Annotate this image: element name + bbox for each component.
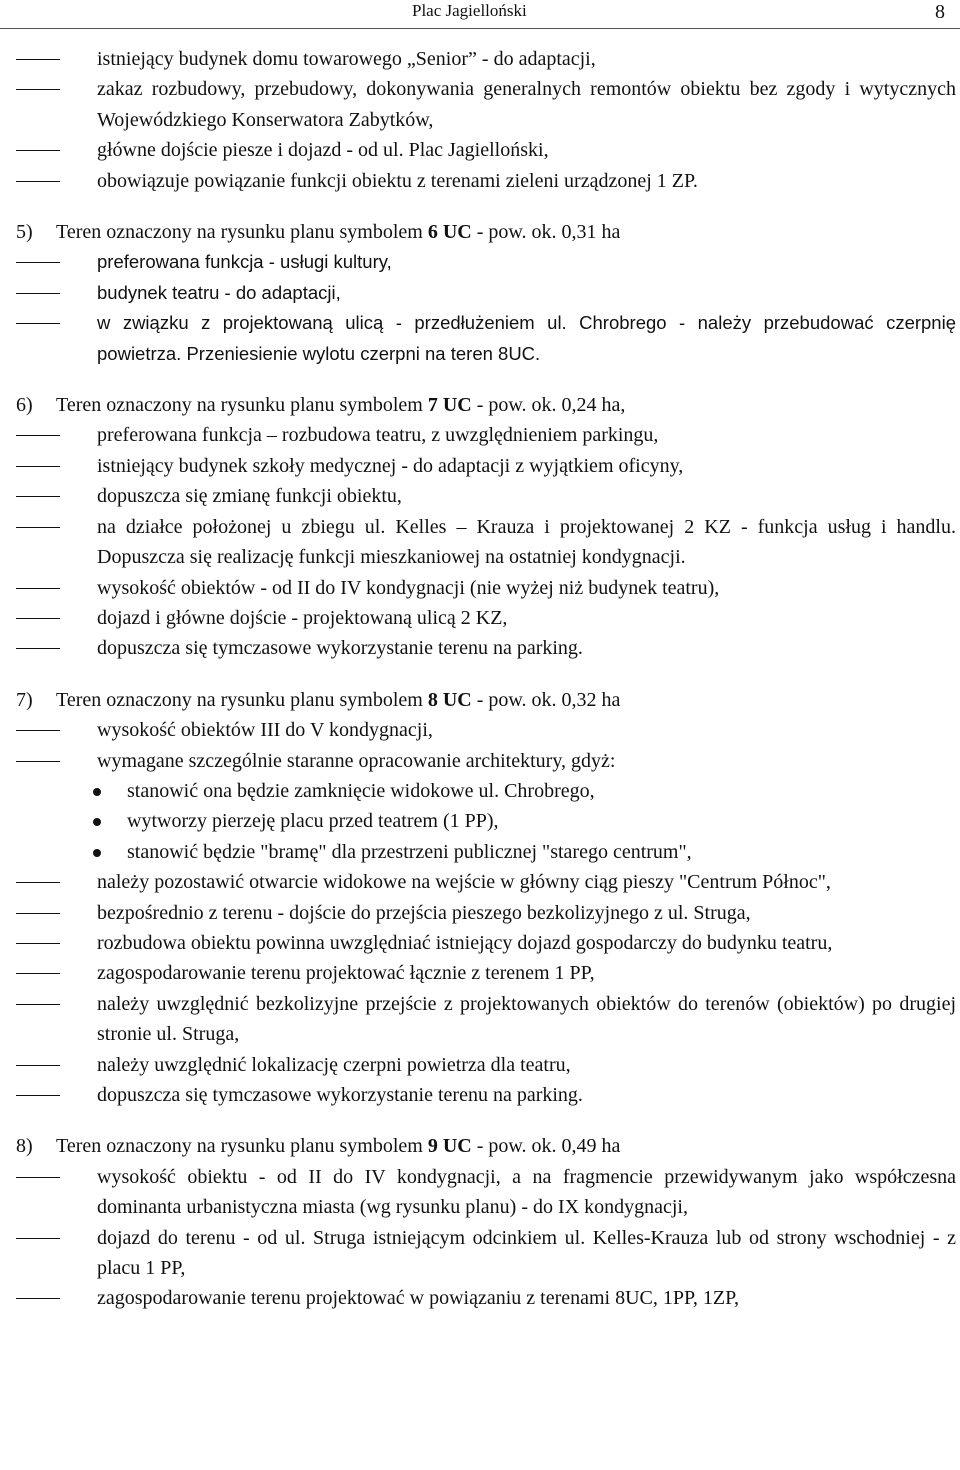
section-prefix: Teren oznaczony na rysunku planu symbolem bbox=[56, 1135, 423, 1158]
bullet-item: stanowić ona będzie zamknięcie widokowe ul. Chrobrego, bbox=[16, 776, 956, 806]
section-area: - pow. ok. 0,31 ha bbox=[476, 221, 621, 244]
list-item: dopuszcza się tymczasowe wykorzystanie terenu na parking. bbox=[16, 633, 956, 663]
list-item: preferowana funkcja - usługi kultury, bbox=[16, 247, 956, 277]
header-rule bbox=[0, 28, 960, 29]
list-item: główne dojście piesze i dojazd - od ul. Plac Jagielloński, bbox=[16, 135, 956, 165]
section-symbol: 9 UC bbox=[427, 1135, 472, 1158]
section-8 bbox=[16, 1131, 956, 1313]
list-item: obowiązuje powiązanie funkcji obiektu z terenami zieleni urządzonej 1 ZP. bbox=[16, 166, 956, 196]
list-item: dopuszcza się tymczasowe wykorzystanie terenu na parking. bbox=[16, 1080, 956, 1110]
section-number: 5) bbox=[16, 221, 33, 244]
section-prefix: Teren oznaczony na rysunku planu symbolem bbox=[56, 394, 423, 417]
list-item: dojazd i główne dojście - projektowaną ulicą 2 KZ, bbox=[16, 603, 956, 633]
list-item: preferowana funkcja – rozbudowa teatru, z uwzględnieniem parkingu, bbox=[16, 420, 956, 450]
list-item: na działce położonej u zbiegu ul. Kelles – Krauza i projektowanej 2 KZ - funkcja usług i handlu. Dopuszcza się realizację funkcji mieszkaniowej na ostatniej kondygnacji. bbox=[16, 512, 956, 573]
list-item: dojazd do terenu - od ul. Struga istniejącym odcinkiem ul. Kelles-Krauza lub od strony wschodniej - z placu 1 PP, bbox=[16, 1223, 956, 1284]
list-item: zagospodarowanie terenu projektować w powiązaniu z terenami 8UC, 1PP, 1ZP, bbox=[16, 1283, 956, 1313]
section-6 bbox=[16, 390, 956, 664]
document-body bbox=[16, 44, 956, 1314]
section-heading bbox=[16, 1131, 956, 1161]
section-area: - pow. ok. 0,24 ha, bbox=[476, 394, 626, 417]
list-item: budynek teatru - do adaptacji, bbox=[16, 278, 956, 308]
section-symbol: 7 UC bbox=[427, 394, 472, 417]
section-number: 6) bbox=[16, 394, 33, 417]
section-7 bbox=[16, 685, 956, 1111]
section-heading bbox=[16, 390, 956, 420]
section-area: - pow. ok. 0,32 ha bbox=[476, 688, 621, 711]
list-item: należy uwzględnić lokalizację czerpni powietrza dla teatru, bbox=[16, 1050, 956, 1080]
section-heading bbox=[16, 217, 956, 247]
section-number: 8) bbox=[16, 1135, 33, 1158]
section-number: 7) bbox=[16, 688, 33, 711]
list-item: należy uwzględnić bezkolizyjne przejście z projektowanych obiektów do terenów (obiektów) po drugiej stronie ul. Struga, bbox=[16, 989, 956, 1050]
page-number: 8 bbox=[935, 1, 945, 23]
section-symbol: 8 UC bbox=[427, 688, 472, 711]
bullet-item: stanowić będzie "bramę" dla przestrzeni publicznej "starego centrum", bbox=[16, 837, 956, 867]
page-header bbox=[0, 0, 960, 30]
list-item: wymagane szczególnie staranne opracowanie architektury, gdyż: bbox=[16, 746, 956, 776]
section-symbol: 6 UC bbox=[427, 221, 472, 244]
header-title: Plac Jagielloński bbox=[412, 1, 527, 20]
section-prefix: Teren oznaczony na rysunku planu symbolem bbox=[56, 688, 423, 711]
list-item: zakaz rozbudowy, przebudowy, dokonywania generalnych remontów obiektu bez zgody i wytycznych Wojewódzkiego Konserwatora Zabytków, bbox=[16, 74, 956, 135]
section-area: - pow. ok. 0,49 ha bbox=[476, 1135, 621, 1158]
bullet-item: wytworzy pierzeję placu przed teatrem (1 PP), bbox=[16, 806, 956, 836]
list-item: należy pozostawić otwarcie widokowe na wejście w główny ciąg pieszy "Centrum Północ", bbox=[16, 867, 956, 897]
section-prefix: Teren oznaczony na rysunku planu symbolem bbox=[56, 221, 423, 244]
list-item: dopuszcza się zmianę funkcji obiektu, bbox=[16, 481, 956, 511]
list-item: wysokość obiektów III do V kondygnacji, bbox=[16, 715, 956, 745]
section-heading bbox=[16, 685, 956, 715]
list-item: istniejący budynek domu towarowego „Senior” - do adaptacji, bbox=[16, 44, 956, 74]
list-item: wysokość obiektu - od II do IV kondygnacji, a na fragmencie przewidywanym jako współczesna dominanta urbanistyczna miasta (wg rysunku planu) - do IX kondygnacji, bbox=[16, 1162, 956, 1223]
list-item: rozbudowa obiektu powinna uwzględniać istniejący dojazd gospodarczy do budynku teatru, bbox=[16, 928, 956, 958]
intro-list bbox=[16, 44, 956, 196]
list-item: wysokość obiektów - od II do IV kondygnacji (nie wyżej niż budynek teatru), bbox=[16, 573, 956, 603]
list-item: istniejący budynek szkoły medycznej - do adaptacji z wyjątkiem oficyny, bbox=[16, 451, 956, 481]
list-item: w związku z projektowaną ulicą - przedłużeniem ul. Chrobrego - należy przebudować czerpnię powietrza. Przeniesienie wylotu czerpni na teren 8UC. bbox=[16, 308, 956, 369]
section-5 bbox=[16, 217, 956, 369]
list-item: bezpośrednio z terenu - dojście do przejścia pieszego bezkolizyjnego z ul. Struga, bbox=[16, 898, 956, 928]
list-item: zagospodarowanie terenu projektować łącznie z terenem 1 PP, bbox=[16, 958, 956, 988]
